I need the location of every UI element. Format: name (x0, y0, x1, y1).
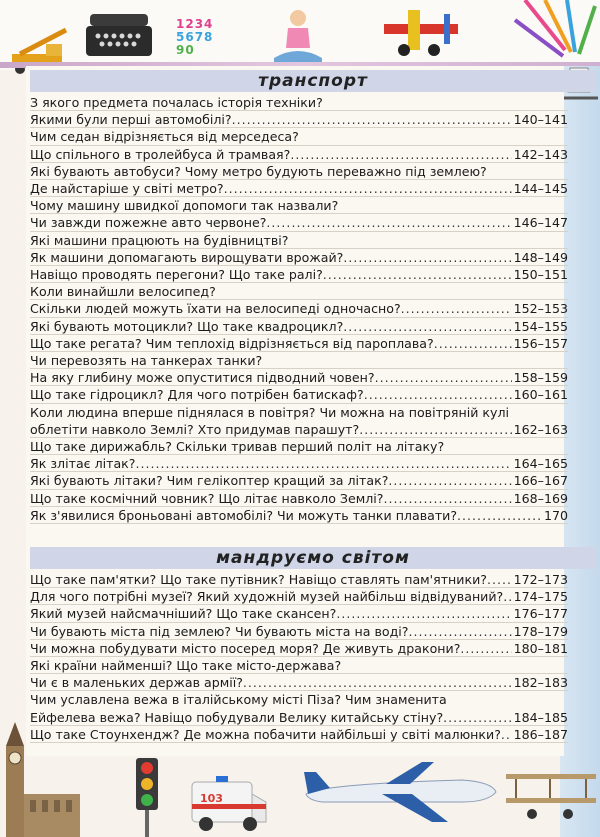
page-range: 156–157 (513, 335, 568, 351)
page-range: 152–153 (513, 301, 568, 317)
page-range: 184–185 (513, 709, 568, 725)
toc-entry[interactable] (30, 674, 568, 691)
page-range: 158–159 (513, 370, 568, 386)
page-range: 148–149 (513, 249, 568, 265)
ambulance-icon (190, 772, 270, 834)
toc-entry[interactable] (30, 605, 568, 622)
toc-entry[interactable] (30, 163, 568, 180)
row-divider (30, 742, 568, 743)
page-range: 142–143 (513, 146, 568, 162)
page-range: 168–169 (513, 490, 568, 506)
page-range: 172–173 (513, 572, 568, 587)
biplane-icon (502, 764, 600, 824)
section-heading (30, 70, 596, 92)
toc-entry[interactable] (30, 588, 568, 605)
toc-entry[interactable] (30, 640, 568, 657)
toc-entry[interactable] (30, 404, 568, 438)
toc-entry-text: Що спільного в тролейбуса й трамвая? (30, 146, 291, 162)
toc-entry[interactable] (30, 369, 568, 386)
toc-entry-text: Чи можна побудувати місто посеред моря? Де живуть дракони? (30, 640, 461, 656)
dot-leader (343, 249, 511, 266)
dot-leader (323, 266, 512, 283)
page-range: 154–155 (513, 318, 568, 334)
toc-entry[interactable] (30, 571, 568, 588)
page-range: 150–151 (513, 267, 568, 282)
dot-leader (375, 369, 512, 386)
toc-entry[interactable] (30, 472, 568, 489)
toc-entry[interactable] (30, 318, 568, 335)
toc-entry-text: Як з'явилися броньовані автомобілі? Чи можуть танки плавати? (30, 507, 458, 523)
toc-entry-text: Які країни найменші? Що таке місто-держава? (30, 658, 342, 673)
page-range: 144–145 (513, 181, 568, 196)
dot-leader (383, 490, 511, 507)
toc-entry[interactable] (30, 180, 568, 197)
ambulance-number: 103 (200, 792, 223, 805)
dot-leader (232, 111, 512, 128)
dot-leader (457, 507, 542, 524)
toc-entry-text: Що таке Стоунхендж? Де можна побачити найбільші у світі малюнки? (30, 726, 501, 742)
toc-entry[interactable] (30, 128, 568, 145)
dot-leader (364, 386, 512, 403)
dot-leader (460, 640, 511, 657)
page-range: 182–183 (513, 675, 568, 691)
toc-entry[interactable] (30, 266, 568, 283)
dot-leader (501, 726, 512, 743)
toc-entry[interactable] (30, 335, 568, 352)
toc-entry-text: Що таке дирижабль? Скільки тривав перший політ на літаку? (30, 439, 445, 454)
dot-leader (290, 146, 511, 163)
toc-entry[interactable] (30, 386, 568, 403)
dot-leader (336, 605, 511, 622)
toc-entry-text: Як злітає літак? (30, 456, 136, 472)
toc-entry[interactable] (30, 197, 568, 214)
page-range: 178–179 (513, 623, 568, 639)
page-range: 166–167 (513, 473, 568, 489)
dot-leader (434, 335, 512, 352)
toc-entry-text: Що таке космічний човник? Що літає навколо Землі? (30, 490, 384, 506)
traffic-light-icon (134, 758, 160, 837)
toc-entry[interactable] (30, 726, 568, 743)
toc-entry-text: Які бувають літаки? Чим гелікоптер кращий за літак? (30, 473, 389, 489)
page-range: 170 (543, 507, 568, 523)
section-heading (30, 547, 596, 569)
toc-entry-text: Де найстаріше у світі метро? (30, 181, 224, 196)
big-ben-icon (0, 716, 80, 837)
toc-entry-text: Коли винайшли велосипед? (30, 284, 216, 300)
toc-entry[interactable] (30, 300, 568, 317)
numbers-row-2: 5678 (176, 30, 214, 44)
toc-entry-text: Чи бувають міста під землею? Чи бувають міста на воді? (30, 623, 409, 639)
dot-leader (388, 472, 511, 489)
section-title: мандруємо світом (216, 548, 410, 568)
toc-entry-text: Що таке пам'ятки? Що таке путівник? Навіщо ставлять пам'ятники? (30, 572, 487, 587)
dot-leader (266, 214, 511, 231)
yoga-girl-icon (270, 8, 326, 68)
toc-entry[interactable] (30, 249, 568, 266)
toc-entry-text: Як машини допомагають вирощувати врожай? (30, 249, 344, 265)
airliner-icon (302, 758, 498, 828)
toc-entry-text: На яку глибину може опуститися підводний човен? (30, 370, 375, 386)
toc-entry-text: Якими були перші автомобілі? (30, 112, 232, 128)
pencils-icon (505, 0, 600, 66)
toc-entry[interactable] (30, 214, 568, 231)
toc-entry[interactable] (30, 657, 568, 674)
dot-leader (401, 300, 512, 317)
toc-entry[interactable] (30, 490, 568, 507)
page-range: 176–177 (513, 606, 568, 622)
toc-entry[interactable] (30, 146, 568, 163)
toc-entry-text: Ейфелева вежа? Навіщо побудували Велику китайську стіну? (30, 709, 444, 725)
page-range: 180–181 (513, 640, 568, 656)
toc-entry[interactable] (30, 352, 568, 369)
row-divider (30, 523, 568, 524)
toc-entry-text: Чому машину швидкої допомоги так назвали? (30, 198, 339, 214)
toc-entry-text: Який музей найсмачніший? Що таке скансен? (30, 606, 337, 622)
toc-entry[interactable] (30, 623, 568, 640)
dot-leader (135, 455, 511, 472)
toc-entry[interactable] (30, 507, 568, 524)
dot-leader (503, 588, 511, 605)
page-range: 164–165 (513, 456, 568, 472)
toc-entry-text: Які машини працюють на будівництві? (30, 232, 289, 248)
toc-entry-text: Які бувають мотоцикли? Що таке квадроцикл? (30, 318, 344, 334)
toy-plane-icon (374, 4, 468, 60)
toc-entry[interactable] (30, 691, 568, 725)
dot-leader (443, 709, 511, 726)
toc-entry-text: Чи завжди пожежне авто червоне? (30, 215, 267, 231)
toc-entry[interactable] (30, 283, 568, 300)
dot-leader (409, 623, 512, 640)
page-range: 160–161 (513, 387, 568, 403)
toc-entry-text: Чи перевозять на танкерах танки? (30, 353, 263, 368)
toc-entry-text: облетіти навколо Землі? Хто придумав парашут? (30, 421, 360, 437)
toc-entry-text: Які бувають автобуси? Чому метро будують переважно під землею? (30, 163, 487, 179)
page-range: 140–141 (513, 112, 568, 128)
page-range: 146–147 (513, 215, 568, 231)
toc-entry-text: Чи є в маленьких держав армії? (30, 675, 243, 691)
numbers-row-3: 90 (176, 43, 195, 57)
dot-leader (487, 571, 512, 588)
page-range: 162–163 (513, 421, 568, 437)
toc-entry-text: Скільки людей можуть їхати на велосипеді одночасно? (30, 301, 401, 317)
toc-entry[interactable] (30, 94, 568, 111)
dot-leader (359, 421, 511, 438)
page-range: 186–187 (513, 726, 568, 742)
toc-entry[interactable] (30, 232, 568, 249)
numbers-illustration (176, 18, 226, 57)
typewriter-icon (84, 10, 154, 62)
dot-leader (343, 318, 511, 335)
toc-entry-text: Навіщо проводять перегони? Що таке ралі? (30, 267, 323, 282)
toc-entry-text: Що таке гідроцикл? Для чого потрібен батискаф? (30, 387, 364, 403)
numbers-row-1: 1234 (176, 17, 214, 31)
toc-entry[interactable] (30, 438, 568, 455)
toc-entry-text: Що таке регата? Чим теплохід відрізняється від пароплава? (30, 335, 434, 351)
dot-leader (243, 674, 512, 691)
page-range: 174–175 (513, 589, 568, 605)
toc-entry-text: Коли людина вперше піднялася в повітря? Чи можна на повітряній кулі (30, 404, 510, 420)
dot-leader (224, 180, 512, 197)
toc-entry-text: Чим уславлена вежа в італійському місті Піза? Чим знаменита (30, 692, 447, 708)
toc-entry-text: Чим седан відрізняється від мерседеса? (30, 129, 299, 145)
section-title: транспорт (258, 71, 368, 91)
toc-entry[interactable] (30, 455, 568, 472)
toc-entry-text: З якого предмета почалась історія техніки? (30, 95, 323, 110)
toc-entry[interactable] (30, 111, 568, 128)
toc-entry-text: Для чого потрібні музеї? Який художній музей найбільш відвідуваний? (30, 589, 504, 605)
